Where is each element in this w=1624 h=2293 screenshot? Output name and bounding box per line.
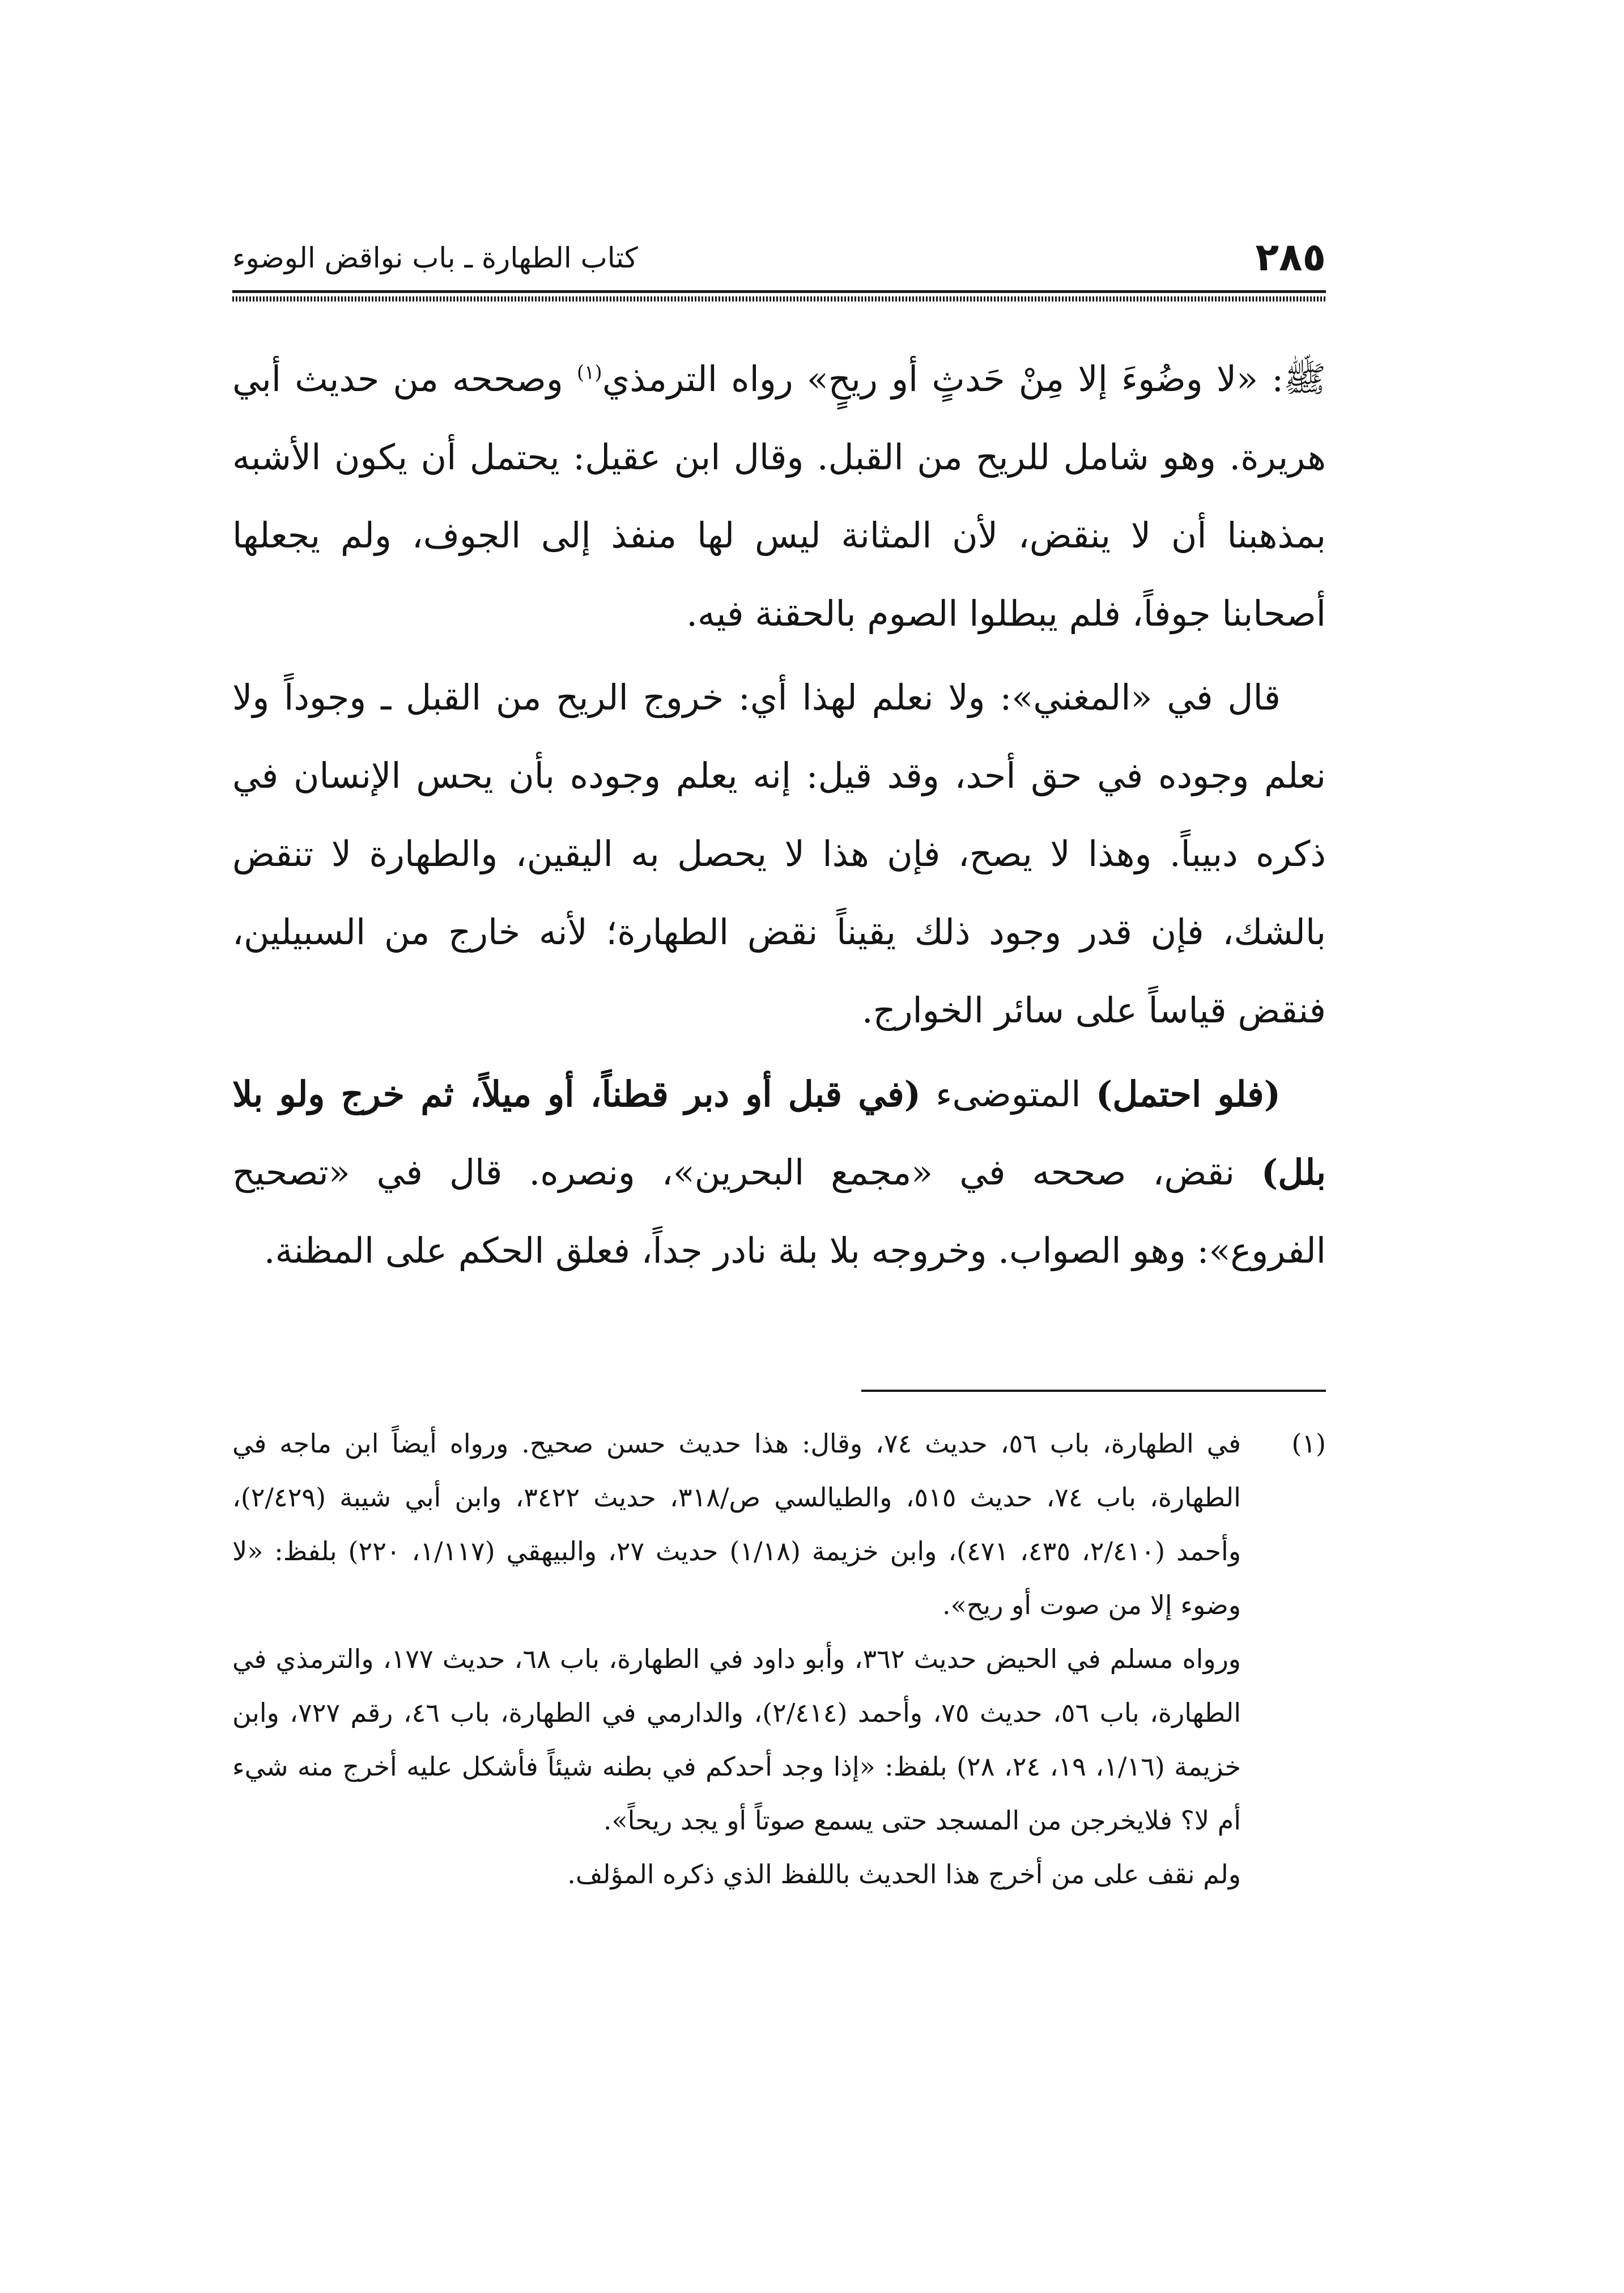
header-rule — [232, 290, 1326, 303]
footnote-reference: (١) — [576, 361, 602, 384]
p1-text-start: ﷺ: «لا وضُوءَ إلا مِنْ حَدثٍ أو ريحٍ» رواه الترمذي — [602, 358, 1326, 400]
main-text — [232, 340, 1326, 1296]
paragraph-3 — [232, 1055, 1326, 1290]
footnote-separator — [861, 1390, 1326, 1392]
running-title: كتاب الطهارة ـ باب نواقض الوضوء — [232, 241, 638, 274]
running-header — [232, 232, 1326, 283]
footnote-1 — [232, 1417, 1326, 1901]
footnote-body — [232, 1417, 1241, 1901]
sharh-text-2: نقض، صححه في «مجمع البحرين»، ونصره. قال في «تصحيح الفروع»: وهو الصواب. وخروجه بلا بلة نادر جداً، فعلق الحكم على المظنة. — [232, 1152, 1326, 1271]
footnote-paragraph-3: ولم نقف على من أخرج هذا الحديث باللفظ الذي ذكره المؤلف. — [567, 1859, 1241, 1889]
page-number: ٢٨٥ — [1255, 235, 1326, 280]
footnote-paragraph-1: في الطهارة، باب ٥٦، حديث ٧٤، وقال: هذا حديث حسن صحيح. ورواه أيضاً ابن ماجه في الطهارة، باب ٧٤، حديث ٥١٥، والطيالسي ص/٣١٨، حديث ٣٤٢٢، وابن أبي شيبة (٢/٤٢٩)، وأحمد (٢/٤١٠، ٤٣٥، ٤٧١)، وابن خزيمة (١/١٨) حديث ٢٧، والبيهقي (١/١١٧، ٢٢٠) بلفظ: «لا وضوء إلا من صوت أو ريح». — [232, 1428, 1242, 1620]
sharh-text-1: المتوضىء — [920, 1073, 1096, 1115]
footnotes — [232, 1417, 1326, 1901]
footnote-paragraph-2: ورواه مسلم في الحيض حديث ٣٦٢، وأبو داود في الطهارة، باب ٦٨، حديث ١٧٧، والترمذي في الطهارة، باب ٥٦، حديث ٧٥، وأحمد (٢/٤١٤)، والدارمي في الطهارة، باب ٤٦، رقم ٧٢٧، وابن خزيمة (١/١٦، ١٩، ٢٤، ٢٨) بلفظ: «إذا وجد أحدكم في بطنه شيئاً فأشكل عليه أخرج منه شيء أم لا؟ فلايخرجن من المسجد حتى يسمع صوتاً أو يجد ريحاً». — [232, 1644, 1242, 1836]
paragraph-2: قال في «المغني»: ولا نعلم لهذا أي: خروج الريح من القبل ـ وجوداً ولا نعلم وجوده في حق أحد، وقد قيل: إنه يعلم وجوده بأن يحس الإنسان في ذكره دبيباً. وهذا لا يصح، فإن هذا لا يحصل به اليقين، والطهارة لا تنقض بالشك، فإن قدر وجود ذلك يقيناً نقض الطهارة؛ لأنه خارج من السبيلين، فنقض قياساً على سائر الخوارج. — [232, 677, 1326, 1031]
p1-text-end: وصححه من حديث أبي هريرة. وهو شامل للريح من القبل. وقال ابن عقيل: يحتمل أن يكون الأشبه بمذهبنا أن لا ينقض، لأن المثانة ليس لها منفذ إلى الجوف، ولم يجعلها أصحابنا جوفاً، فلم يبطلوا الصوم بالحقنة فيه. — [232, 358, 1326, 634]
matn-phrase-2: (في قبل أو دبر قطناً، أو ميلاً، ثم خرج ولو بلا بلل) — [232, 1073, 1326, 1193]
matn-phrase-1: (فلو احتمل) — [1095, 1073, 1281, 1115]
paragraph-1 — [232, 340, 1326, 653]
footnote-marker: (١) — [1291, 1428, 1326, 1459]
